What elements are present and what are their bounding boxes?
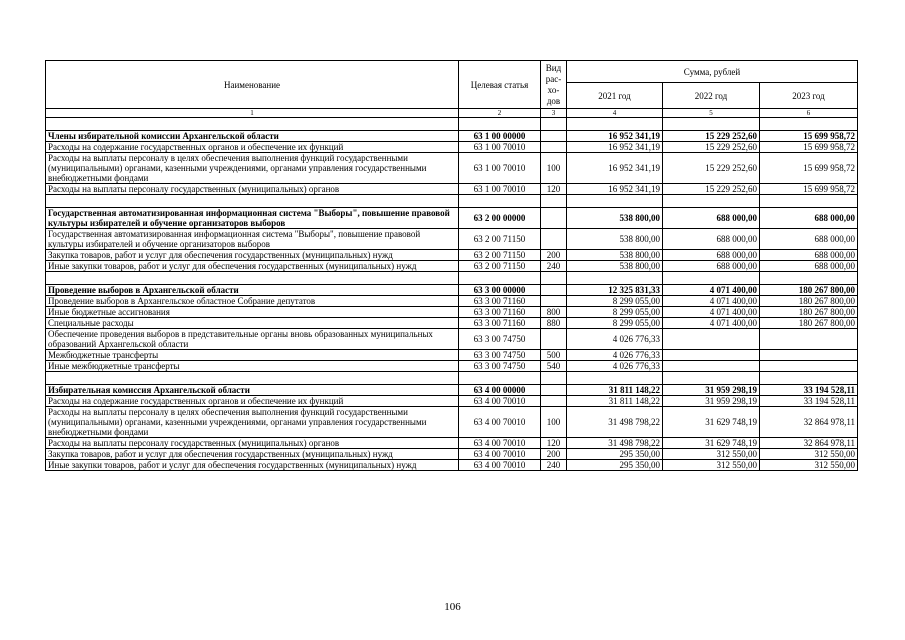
sum-2021-cell: 538 800,00	[567, 261, 663, 272]
expense-type-cell: 200	[541, 449, 567, 460]
name-cell: Расходы на выплаты персоналу государственных (муниципальных) органов	[46, 438, 459, 449]
sum-2022-cell: 688 000,00	[663, 250, 760, 261]
expense-type-cell	[541, 142, 567, 153]
header-year-2023: 2023 год	[760, 83, 858, 109]
expense-type-cell: 100	[541, 153, 567, 184]
sum-2022-cell: 15 229 252,60	[663, 131, 760, 142]
table-row	[46, 438, 858, 449]
target-article-cell: 63 4 00 70010	[459, 460, 541, 471]
sum-2021-cell: 295 350,00	[567, 449, 663, 460]
target-article-cell: 63 3 00 74750	[459, 350, 541, 361]
expense-type-cell: 500	[541, 350, 567, 361]
table-row	[46, 261, 858, 272]
expense-type-cell: 880	[541, 318, 567, 329]
spacer-row	[46, 272, 858, 285]
expense-type-cell: 200	[541, 250, 567, 261]
expense-type-cell	[541, 396, 567, 407]
empty-cell	[663, 118, 760, 131]
spacer-row	[46, 195, 858, 208]
sum-2021-cell: 31 498 798,22	[567, 407, 663, 438]
table-row	[46, 229, 858, 250]
sum-2021-cell: 16 952 341,19	[567, 142, 663, 153]
expense-type-cell	[541, 329, 567, 350]
target-article-cell: 63 3 00 74750	[459, 329, 541, 350]
expense-type-cell	[541, 131, 567, 142]
sum-2022-cell: 4 071 400,00	[663, 285, 760, 296]
expense-type-cell	[541, 385, 567, 396]
header-expense-type: Вид рас-хо-дов	[541, 61, 567, 109]
empty-cell	[760, 272, 858, 285]
sum-2023-cell: 15 699 958,72	[760, 184, 858, 195]
sum-2023-cell: 32 864 978,11	[760, 438, 858, 449]
column-index: 3	[541, 109, 567, 118]
empty-cell	[46, 195, 459, 208]
section-row	[46, 208, 858, 229]
name-cell: Иные закупки товаров, работ и услуг для обеспечения государственных (муниципальных) нужд	[46, 460, 459, 471]
empty-cell	[459, 118, 541, 131]
column-index-row	[46, 109, 858, 118]
empty-cell	[46, 272, 459, 285]
name-cell: Закупка товаров, работ и услуг для обеспечения государственных (муниципальных) нужд	[46, 250, 459, 261]
sum-2022-cell: 312 550,00	[663, 460, 760, 471]
expense-type-cell	[541, 285, 567, 296]
expense-type-cell: 800	[541, 307, 567, 318]
table-row	[46, 307, 858, 318]
empty-cell	[567, 272, 663, 285]
column-index: 1	[46, 109, 459, 118]
sum-2023-cell: 180 267 800,00	[760, 285, 858, 296]
header-target-article: Целевая статья	[459, 61, 541, 109]
table-row	[46, 318, 858, 329]
sum-2023-cell: 15 699 958,72	[760, 153, 858, 184]
section-row	[46, 131, 858, 142]
sum-2022-cell	[663, 350, 760, 361]
sum-2023-cell: 688 000,00	[760, 229, 858, 250]
name-cell: Расходы на выплаты персоналу в целях обеспечения выполнения функций государственными (муниципальными) органами, казенными учреждениями, органами управления государственными внебюджетными фондами	[46, 407, 459, 438]
table-row	[46, 250, 858, 261]
target-article-cell: 63 3 00 71160	[459, 318, 541, 329]
sum-2022-cell: 4 071 400,00	[663, 318, 760, 329]
target-article-cell: 63 1 00 70010	[459, 142, 541, 153]
section-row	[46, 385, 858, 396]
sum-2022-cell: 688 000,00	[663, 229, 760, 250]
sum-2023-cell: 688 000,00	[760, 250, 858, 261]
sum-2022-cell: 688 000,00	[663, 208, 760, 229]
table-row	[46, 396, 858, 407]
target-article-cell: 63 1 00 70010	[459, 184, 541, 195]
name-cell: Члены избирательной комиссии Архангельской области	[46, 131, 459, 142]
sum-2021-cell: 8 299 055,00	[567, 318, 663, 329]
empty-cell	[663, 372, 760, 385]
sum-2023-cell	[760, 361, 858, 372]
target-article-cell: 63 2 00 00000	[459, 208, 541, 229]
table-row	[46, 407, 858, 438]
expense-type-cell: 120	[541, 184, 567, 195]
name-cell: Межбюджетные трансферты	[46, 350, 459, 361]
expense-type-cell: 120	[541, 438, 567, 449]
name-cell: Иные закупки товаров, работ и услуг для обеспечения государственных (муниципальных) нужд	[46, 261, 459, 272]
sum-2022-cell: 15 229 252,60	[663, 153, 760, 184]
sum-2023-cell: 312 550,00	[760, 449, 858, 460]
expense-type-cell	[541, 296, 567, 307]
column-index: 4	[567, 109, 663, 118]
empty-cell	[541, 195, 567, 208]
sum-2023-cell: 180 267 800,00	[760, 307, 858, 318]
sum-2023-cell: 180 267 800,00	[760, 318, 858, 329]
sum-2021-cell: 31 811 148,22	[567, 396, 663, 407]
sum-2023-cell: 180 267 800,00	[760, 296, 858, 307]
empty-cell	[663, 195, 760, 208]
table-row	[46, 361, 858, 372]
sum-2021-cell: 4 026 776,33	[567, 350, 663, 361]
name-cell: Обеспечение проведения выборов в представительные органы вновь образованных муниципальных образований Архангельской области	[46, 329, 459, 350]
sum-2023-cell: 32 864 978,11	[760, 407, 858, 438]
header-name: Наименование	[46, 61, 459, 109]
name-cell: Избирательная комиссия Архангельской области	[46, 385, 459, 396]
sum-2023-cell: 688 000,00	[760, 208, 858, 229]
column-index: 6	[760, 109, 858, 118]
target-article-cell: 63 2 00 71150	[459, 261, 541, 272]
expense-type-cell: 240	[541, 460, 567, 471]
sum-2022-cell	[663, 361, 760, 372]
sum-2022-cell: 31 629 748,19	[663, 407, 760, 438]
empty-cell	[567, 195, 663, 208]
empty-cell	[567, 118, 663, 131]
section-row	[46, 285, 858, 296]
header-year-2022: 2022 год	[663, 83, 760, 109]
sum-2021-cell: 4 026 776,33	[567, 361, 663, 372]
target-article-cell: 63 2 00 71150	[459, 229, 541, 250]
sum-2023-cell: 312 550,00	[760, 460, 858, 471]
header-sum: Сумма, рублей	[567, 61, 858, 83]
expense-type-cell: 240	[541, 261, 567, 272]
empty-cell	[760, 372, 858, 385]
sum-2023-cell: 15 699 958,72	[760, 131, 858, 142]
page-number: 106	[444, 601, 461, 613]
sum-2021-cell: 8 299 055,00	[567, 307, 663, 318]
sum-2022-cell: 15 229 252,60	[663, 142, 760, 153]
sum-2021-cell: 8 299 055,00	[567, 296, 663, 307]
table-row	[46, 449, 858, 460]
sum-2022-cell: 15 229 252,60	[663, 184, 760, 195]
table-row	[46, 460, 858, 471]
name-cell: Иные межбюджетные трансферты	[46, 361, 459, 372]
target-article-cell: 63 4 00 70010	[459, 407, 541, 438]
empty-cell	[541, 372, 567, 385]
empty-cell	[459, 195, 541, 208]
name-cell: Государственная автоматизированная информационная система "Выборы", повышение правовой культуры избирателей и обучение организаторов выборов	[46, 208, 459, 229]
sum-2021-cell: 4 026 776,33	[567, 329, 663, 350]
target-article-cell: 63 4 00 70010	[459, 438, 541, 449]
empty-cell	[760, 195, 858, 208]
target-article-cell: 63 4 00 70010	[459, 449, 541, 460]
sum-2022-cell: 688 000,00	[663, 261, 760, 272]
expense-type-cell	[541, 208, 567, 229]
sum-2021-cell: 295 350,00	[567, 460, 663, 471]
empty-cell	[760, 118, 858, 131]
sum-2023-cell	[760, 350, 858, 361]
empty-cell	[459, 272, 541, 285]
sum-2021-cell: 16 952 341,19	[567, 184, 663, 195]
sum-2023-cell: 688 000,00	[760, 261, 858, 272]
sum-2022-cell: 31 959 298,19	[663, 385, 760, 396]
target-article-cell: 63 3 00 00000	[459, 285, 541, 296]
name-cell: Проведение выборов в Архангельской области	[46, 285, 459, 296]
table-row	[46, 184, 858, 195]
table-row	[46, 350, 858, 361]
name-cell: Закупка товаров, работ и услуг для обеспечения государственных (муниципальных) нужд	[46, 449, 459, 460]
column-index: 2	[459, 109, 541, 118]
sum-2023-cell: 33 194 528,11	[760, 385, 858, 396]
column-index: 5	[663, 109, 760, 118]
sum-2021-cell: 31 498 798,22	[567, 438, 663, 449]
sum-2021-cell: 12 325 831,33	[567, 285, 663, 296]
sum-2021-cell: 31 811 148,22	[567, 385, 663, 396]
sum-2022-cell: 4 071 400,00	[663, 296, 760, 307]
table-row	[46, 296, 858, 307]
empty-cell	[663, 272, 760, 285]
sum-2022-cell: 312 550,00	[663, 449, 760, 460]
empty-cell	[46, 118, 459, 131]
sum-2022-cell: 31 959 298,19	[663, 396, 760, 407]
name-cell: Специальные расходы	[46, 318, 459, 329]
sum-2021-cell: 16 952 341,19	[567, 131, 663, 142]
target-article-cell: 63 4 00 70010	[459, 396, 541, 407]
name-cell: Расходы на содержание государственных органов и обеспечение их функций	[46, 396, 459, 407]
target-article-cell: 63 1 00 70010	[459, 153, 541, 184]
name-cell: Проведение выборов в Архангельское областное Собрание депутатов	[46, 296, 459, 307]
expense-type-cell: 100	[541, 407, 567, 438]
sum-2023-cell: 15 699 958,72	[760, 142, 858, 153]
empty-cell	[567, 372, 663, 385]
name-cell: Расходы на выплаты персоналу в целях обеспечения выполнения функций государственными (муниципальными) органами, казенными учреждениями, органами управления государственными внебюджетными фондами	[46, 153, 459, 184]
sum-2021-cell: 538 800,00	[567, 208, 663, 229]
spacer-row	[46, 372, 858, 385]
empty-cell	[541, 118, 567, 131]
target-article-cell: 63 2 00 71150	[459, 250, 541, 261]
sum-2021-cell: 16 952 341,19	[567, 153, 663, 184]
empty-cell	[46, 372, 459, 385]
table-row	[46, 329, 858, 350]
budget-table	[45, 60, 858, 471]
target-article-cell: 63 3 00 74750	[459, 361, 541, 372]
expense-type-cell	[541, 229, 567, 250]
empty-cell	[459, 372, 541, 385]
table-row	[46, 142, 858, 153]
sum-2023-cell	[760, 329, 858, 350]
expense-type-cell: 540	[541, 361, 567, 372]
sum-2022-cell: 4 071 400,00	[663, 307, 760, 318]
target-article-cell: 63 3 00 71160	[459, 307, 541, 318]
empty-cell	[541, 272, 567, 285]
target-article-cell: 63 4 00 00000	[459, 385, 541, 396]
name-cell: Иные бюджетные ассигнования	[46, 307, 459, 318]
spacer-row	[46, 118, 858, 131]
sum-2021-cell: 538 800,00	[567, 229, 663, 250]
name-cell: Расходы на содержание государственных органов и обеспечение их функций	[46, 142, 459, 153]
target-article-cell: 63 3 00 71160	[459, 296, 541, 307]
sum-2023-cell: 33 194 528,11	[760, 396, 858, 407]
header-year-2021: 2021 год	[567, 83, 663, 109]
target-article-cell: 63 1 00 00000	[459, 131, 541, 142]
table-row	[46, 153, 858, 184]
table-body	[46, 118, 858, 471]
name-cell: Расходы на выплаты персоналу государственных (муниципальных) органов	[46, 184, 459, 195]
sum-2022-cell	[663, 329, 760, 350]
sum-2021-cell: 538 800,00	[567, 250, 663, 261]
sum-2022-cell: 31 629 748,19	[663, 438, 760, 449]
name-cell: Государственная автоматизированная информационная система "Выборы", повышение правовой культуры избирателей и обучение организаторов выборов	[46, 229, 459, 250]
